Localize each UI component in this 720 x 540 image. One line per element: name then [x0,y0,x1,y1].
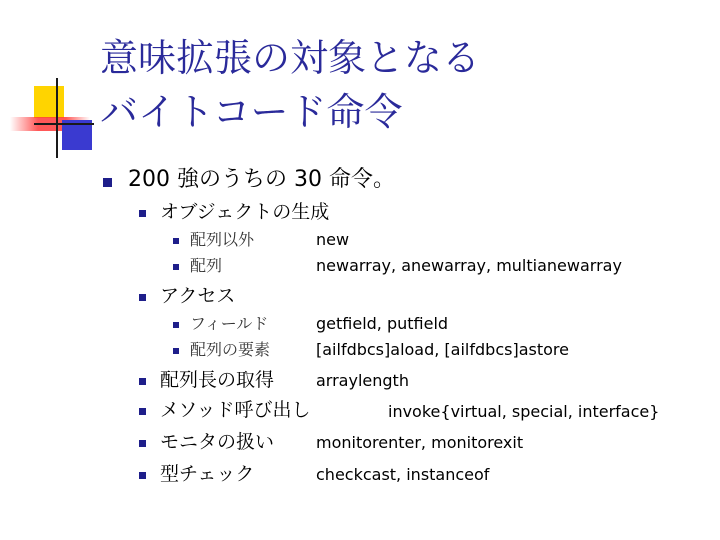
create-item-label: 配列 [190,256,223,275]
bullet-access-label: アクセス [160,285,236,307]
bullet-create-label: オブジェクトの生成 [160,201,330,223]
access-item-label: 配列の要素 [190,340,271,359]
access-item-value: [ailfdbcs]aload, [ailfdbcs]astore [316,340,569,359]
bullet-square-icon [139,440,146,447]
other-item-value: checkcast, instanceof [316,465,490,484]
bullet-square-icon [139,294,146,301]
bullet-square-icon [139,378,146,385]
slide-title-line2: バイトコード命令 [100,90,403,134]
decor-vertical-line [56,78,58,158]
other-item-label: 型チェック [160,463,255,485]
bullet-square-icon [139,408,146,415]
other-item-value: arraylength [316,371,409,390]
access-item-label: フィールド [190,314,269,333]
decor-yellow-square [34,86,64,118]
bullet-square-icon [173,322,179,328]
create-item-value: newarray, anewarray, multianewarray [316,256,622,275]
bullet-square-icon [103,178,112,187]
other-item-value: invoke{virtual, special, interface} [388,402,660,421]
other-item-label: 配列長の取得 [160,369,275,391]
other-item-label: モニタの扱い [160,431,275,453]
bullet-square-icon [173,238,179,244]
slide-title-line1: 意味拡張の対象となる [100,36,481,80]
bullet-square-icon [173,348,179,354]
other-item-value: monitorenter, monitorexit [316,433,524,452]
bullet-top-text: 200 強のうちの 30 命令。 [128,167,395,192]
create-item-value: new [316,230,350,249]
bullet-square-icon [139,210,146,217]
bullet-square-icon [173,264,179,270]
other-item-label: メソッド呼び出し [160,399,311,421]
bullet-square-icon [139,472,146,479]
decor-horizontal-line [34,123,94,125]
create-item-label: 配列以外 [190,230,255,249]
access-item-value: getfield, putfield [316,314,449,333]
